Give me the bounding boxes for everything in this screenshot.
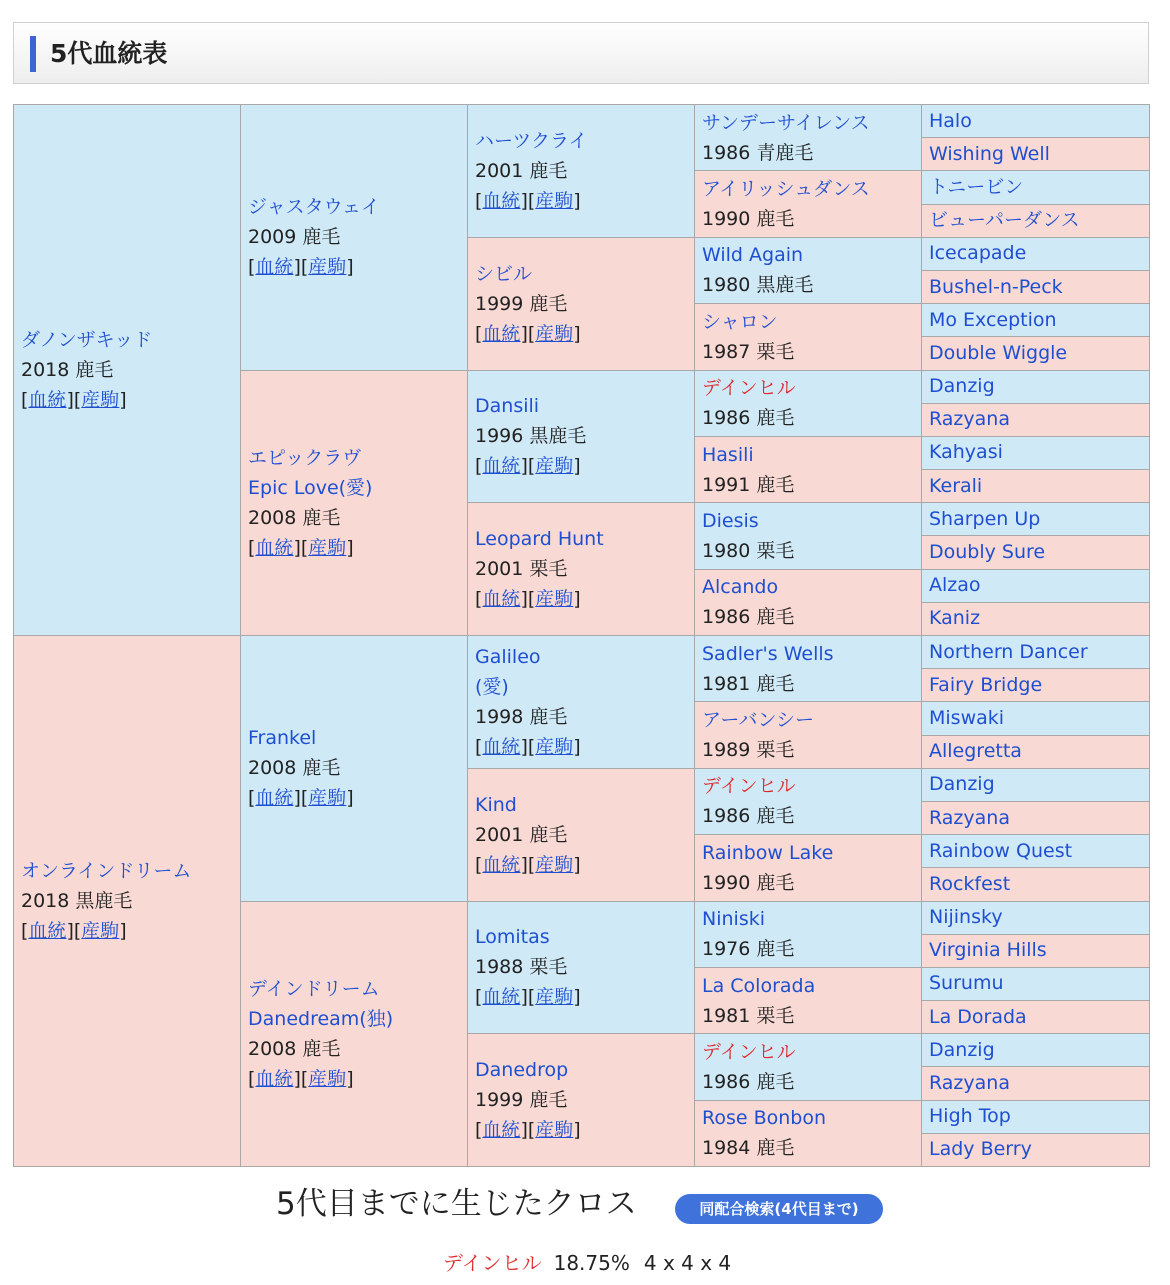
offspring-link[interactable]: 産駒 — [81, 389, 120, 411]
ancestor-cell-gen5 — [922, 1067, 1150, 1100]
offspring-link[interactable]: 産駒 — [308, 256, 347, 279]
horse-birth-color: 2009 鹿毛 — [248, 226, 341, 249]
horse-name[interactable]: Alzao — [929, 574, 981, 597]
horse-name[interactable]: Rainbow Lake — [702, 841, 834, 864]
ancestor-cell-gen5 — [922, 138, 1150, 171]
horse-birth-color: 2001 鹿毛 — [475, 159, 568, 182]
horse-name[interactable]: シビル — [475, 262, 533, 285]
horse-name[interactable]: デインヒル — [702, 775, 796, 798]
ancestor-cell-gen4 — [695, 636, 922, 702]
ancestor-cell-gen4 — [695, 237, 922, 303]
offspring-link[interactable]: 産駒 — [308, 536, 347, 559]
ancestor-cell-gen5 — [922, 967, 1150, 1000]
ancestor-cell-gen4 — [695, 436, 922, 502]
horse-birth-color: 1998 鹿毛 — [475, 705, 568, 728]
ancestor-cell-gen3 — [468, 237, 695, 370]
ancestor-cell-gen3 — [468, 370, 695, 503]
horse-birth-color: 2018 鹿毛 — [21, 359, 114, 381]
horse-birth-color: 2001 栗毛 — [475, 558, 568, 581]
horse-name[interactable]: La Dorada — [929, 1005, 1027, 1028]
ancestor-cell-gen5 — [922, 934, 1150, 967]
ancestor-cell-gen5 — [922, 1034, 1150, 1067]
pedigree-link[interactable]: 血統 — [255, 536, 294, 559]
horse-name[interactable]: トニービン — [929, 175, 1024, 198]
horse-birth-color: 1990 鹿毛 — [702, 871, 795, 894]
ancestor-cell-gen4 — [695, 370, 922, 436]
ancestor-cell-gen1 — [14, 105, 241, 636]
horse-name[interactable]: Rainbow Quest — [929, 839, 1073, 862]
horse-links: [血統][産駒] — [21, 389, 127, 411]
ancestor-cell-gen5 — [922, 105, 1150, 138]
horse-name[interactable]: Lady Berry — [929, 1138, 1032, 1161]
same-mating-search-button[interactable]: 同配合検索(4代目まで) — [675, 1194, 883, 1224]
header-accent-bar — [30, 36, 36, 72]
horse-name[interactable]: Bushel-n-Peck — [929, 275, 1063, 298]
ancestor-cell-gen5 — [922, 204, 1150, 237]
horse-links: [血統][産駒] — [248, 787, 354, 810]
horse-name[interactable]: Frankel — [248, 727, 317, 750]
horse-name[interactable]: デインヒル — [702, 1040, 796, 1063]
horse-name[interactable]: デインドリーム — [248, 977, 380, 1000]
ancestor-cell-gen4 — [695, 702, 922, 768]
pedigree-link[interactable]: 血統 — [482, 588, 521, 611]
page-title: 5代血統表 — [50, 39, 168, 68]
horse-name[interactable]: Razyana — [929, 1072, 1010, 1095]
horse-name[interactable]: アイリッシュダンス — [702, 178, 870, 201]
ancestor-cell-gen2 — [241, 105, 468, 371]
ancestor-cell-gen4 — [695, 569, 922, 635]
horse-name[interactable]: サンデーサイレンス — [702, 111, 870, 134]
offspring-link[interactable]: 産駒 — [535, 986, 574, 1009]
ancestor-cell-gen5 — [922, 1133, 1150, 1166]
horse-name[interactable]: Halo — [929, 109, 972, 132]
horse-birth-color: 1999 鹿毛 — [475, 292, 568, 315]
pedigree-link[interactable]: 血統 — [255, 1067, 294, 1090]
horse-birth-color: 2008 鹿毛 — [248, 757, 341, 780]
horse-name[interactable]: Double Wiggle — [929, 341, 1068, 364]
horse-birth-color: 1986 鹿毛 — [702, 606, 795, 629]
horse-links: [血統][産駒] — [475, 588, 581, 611]
horse-name[interactable]: Danedrop — [475, 1059, 569, 1082]
pedigree-link[interactable]: 血統 — [482, 735, 521, 758]
horse-name[interactable]: オンラインドリーム — [21, 860, 192, 882]
pedigree-link[interactable]: 血統 — [255, 256, 294, 279]
horse-name[interactable]: Sadler's Wells — [702, 642, 834, 665]
ancestor-cell-gen2 — [241, 636, 468, 902]
pedigree-link[interactable]: 血統 — [482, 853, 521, 876]
horse-name[interactable]: Lomitas — [475, 926, 550, 949]
ancestor-cell-gen5 — [922, 304, 1150, 337]
cross-horse-name[interactable]: デインヒル — [443, 1251, 542, 1275]
horse-birth-color: 1987 栗毛 — [702, 340, 795, 363]
ancestor-cell-gen5 — [922, 702, 1150, 735]
horse-name[interactable]: Virginia Hills — [929, 939, 1047, 962]
ancestor-cell-gen3 — [468, 105, 695, 238]
horse-birth-color: 1986 鹿毛 — [702, 805, 795, 828]
offspring-link[interactable]: 産駒 — [535, 588, 574, 611]
horse-name[interactable]: Rose Bonbon — [702, 1107, 827, 1130]
horse-name[interactable]: Fairy Bridge — [929, 673, 1043, 696]
ancestor-cell-gen5 — [922, 270, 1150, 303]
pedigree-link[interactable]: 血統 — [482, 1119, 521, 1142]
horse-birth-color: 2001 鹿毛 — [475, 823, 568, 846]
pedigree-table — [13, 104, 1150, 1167]
horse-name-alt[interactable]: (愛) — [475, 675, 509, 698]
horse-name[interactable]: Danzig — [929, 375, 995, 398]
ancestor-cell-gen5 — [922, 337, 1150, 370]
horse-name[interactable]: Wild Again — [702, 244, 804, 267]
horse-name[interactable]: Niniski — [702, 908, 765, 931]
horse-links: [血統][産駒] — [475, 853, 581, 876]
ancestor-cell-gen5 — [922, 735, 1150, 768]
horse-birth-color: 1999 鹿毛 — [475, 1089, 568, 1112]
horse-birth-color: 2018 黒鹿毛 — [21, 890, 133, 912]
ancestor-cell-gen4 — [695, 503, 922, 569]
cross-title: 5代目までに生じたクロス — [276, 1186, 637, 1222]
ancestor-cell-gen5 — [922, 768, 1150, 801]
pedigree-link[interactable]: 血統 — [482, 986, 521, 1009]
ancestor-cell-gen4 — [695, 171, 922, 237]
horse-name[interactable]: Kaniz — [929, 607, 981, 630]
horse-birth-color: 1988 栗毛 — [475, 956, 568, 979]
ancestor-cell-gen5 — [922, 569, 1150, 602]
pedigree-link[interactable]: 血統 — [28, 389, 67, 411]
ancestor-cell-gen5 — [922, 669, 1150, 702]
horse-name[interactable]: Kahyasi — [929, 441, 1003, 464]
horse-birth-color: 1996 黒鹿毛 — [475, 425, 587, 448]
offspring-link[interactable]: 産駒 — [308, 1067, 347, 1090]
horse-name[interactable]: Allegretta — [929, 740, 1022, 763]
ancestor-cell-gen5 — [922, 470, 1150, 503]
ancestor-cell-gen5 — [922, 835, 1150, 868]
ancestor-cell-gen2 — [241, 370, 468, 636]
horse-birth-color: 1984 鹿毛 — [702, 1137, 795, 1160]
ancestor-cell-gen5 — [922, 1100, 1150, 1133]
ancestor-cell-gen1 — [14, 636, 241, 1167]
horse-name[interactable]: Miswaki — [929, 706, 1005, 729]
horse-name[interactable]: Nijinsky — [929, 906, 1003, 929]
horse-name[interactable]: Leopard Hunt — [475, 528, 604, 551]
horse-birth-color: 1986 青鹿毛 — [702, 141, 814, 164]
horse-birth-color: 1989 栗毛 — [702, 739, 795, 762]
horse-birth-color: 1991 鹿毛 — [702, 473, 795, 496]
ancestor-cell-gen5 — [922, 503, 1150, 536]
horse-birth-color: 2008 鹿毛 — [248, 506, 341, 529]
horse-name[interactable]: Alcando — [702, 576, 779, 599]
horse-name[interactable]: ジャスタウェイ — [248, 196, 380, 219]
ancestor-cell-gen3 — [468, 768, 695, 901]
horse-name[interactable]: Mo Exception — [929, 308, 1057, 331]
horse-birth-color: 1981 栗毛 — [702, 1004, 795, 1027]
horse-birth-color: 1986 鹿毛 — [702, 407, 795, 430]
horse-name[interactable]: Doubly Sure — [929, 541, 1046, 564]
ancestor-cell-gen3 — [468, 503, 695, 636]
pedigree-link[interactable]: 血統 — [482, 455, 521, 478]
horse-name[interactable]: デインヒル — [702, 377, 796, 400]
horse-links: [血統][産駒] — [248, 536, 354, 559]
ancestor-cell-gen5 — [922, 1001, 1150, 1034]
horse-birth-color: 1980 栗毛 — [702, 539, 795, 562]
horse-name[interactable]: Northern Dancer — [929, 640, 1088, 663]
horse-name[interactable]: High Top — [929, 1105, 1011, 1128]
horse-name[interactable]: Rockfest — [929, 872, 1011, 895]
horse-name[interactable]: Kind — [475, 793, 517, 816]
horse-name[interactable]: Danzig — [929, 773, 995, 796]
horse-name[interactable]: ビューパーダンス — [929, 209, 1080, 232]
horse-name[interactable]: La Colorada — [702, 974, 816, 997]
offspring-link[interactable]: 産駒 — [535, 455, 574, 478]
horse-name[interactable]: ダノンザキッド — [21, 329, 153, 351]
ancestor-cell-gen2 — [241, 901, 468, 1167]
horse-links: [血統][産駒] — [248, 256, 354, 279]
ancestor-cell-gen3 — [468, 1034, 695, 1167]
ancestor-cell-gen4 — [695, 1100, 922, 1166]
ancestor-cell-gen4 — [695, 105, 922, 171]
horse-name[interactable]: Razyana — [929, 806, 1010, 829]
ancestor-cell-gen4 — [695, 768, 922, 834]
horse-links: [血統][産駒] — [21, 920, 127, 942]
horse-birth-color: 1986 鹿毛 — [702, 1070, 795, 1093]
horse-links: [血統][産駒] — [475, 735, 581, 758]
ancestor-cell-gen5 — [922, 370, 1150, 403]
offspring-link[interactable]: 産駒 — [308, 787, 347, 810]
ancestor-cell-gen5 — [922, 237, 1150, 270]
horse-name[interactable]: シャロン — [702, 310, 778, 333]
ancestor-cell-gen3 — [468, 901, 695, 1034]
horse-name[interactable]: Danzig — [929, 1038, 995, 1061]
offspring-link[interactable]: 産駒 — [81, 920, 120, 942]
horse-name[interactable]: Dansili — [475, 395, 540, 418]
horse-birth-color: 2008 鹿毛 — [248, 1037, 341, 1060]
cross-item — [443, 1248, 731, 1278]
section-header — [13, 22, 1149, 84]
horse-links: [血統][産駒] — [475, 1119, 581, 1142]
cross-percent: 18.75% — [553, 1251, 630, 1275]
pedigree-link[interactable]: 血統 — [482, 189, 521, 212]
ancestor-cell-gen4 — [695, 1034, 922, 1100]
pedigree-link[interactable]: 血統 — [255, 787, 294, 810]
horse-name[interactable]: アーバンシー — [702, 709, 815, 732]
horse-name[interactable]: Galileo — [475, 645, 541, 668]
ancestor-cell-gen5 — [922, 536, 1150, 569]
ancestor-cell-gen4 — [695, 901, 922, 967]
ancestor-cell-gen5 — [922, 403, 1150, 436]
horse-name[interactable]: Razyana — [929, 408, 1010, 431]
ancestor-cell-gen5 — [922, 636, 1150, 669]
horse-birth-color: 1990 鹿毛 — [702, 208, 795, 231]
horse-name[interactable]: Diesis — [702, 509, 759, 532]
ancestor-cell-gen5 — [922, 868, 1150, 901]
horse-name-alt[interactable]: Epic Love(愛) — [248, 476, 373, 499]
horse-name-alt[interactable]: Danedream(独) — [248, 1007, 394, 1030]
horse-name[interactable]: ハーツクライ — [475, 129, 588, 152]
horse-links: [血統][産駒] — [475, 189, 581, 212]
pedigree-link[interactable]: 血統 — [28, 920, 67, 942]
ancestor-cell-gen5 — [922, 801, 1150, 834]
ancestor-cell-gen5 — [922, 602, 1150, 635]
ancestor-cell-gen3 — [468, 636, 695, 769]
horse-birth-color: 1980 黒鹿毛 — [702, 274, 814, 297]
cross-pattern: 4 x 4 x 4 — [643, 1251, 732, 1275]
horse-links: [血統][産駒] — [475, 986, 581, 1009]
horse-name[interactable]: Icecapade — [929, 242, 1027, 265]
ancestor-cell-gen4 — [695, 967, 922, 1033]
ancestor-cell-gen5 — [922, 436, 1150, 469]
offspring-link[interactable]: 産駒 — [535, 735, 574, 758]
pedigree-link[interactable]: 血統 — [482, 322, 521, 345]
horse-name[interactable]: Wishing Well — [929, 142, 1050, 165]
horse-name[interactable]: Surumu — [929, 972, 1004, 995]
horse-birth-color: 1981 鹿毛 — [702, 672, 795, 695]
ancestor-cell-gen5 — [922, 901, 1150, 934]
offspring-link[interactable]: 産駒 — [535, 189, 574, 212]
offspring-link[interactable]: 産駒 — [535, 1119, 574, 1142]
ancestor-cell-gen4 — [695, 835, 922, 901]
horse-birth-color: 1976 鹿毛 — [702, 938, 795, 961]
ancestor-cell-gen5 — [922, 171, 1150, 204]
offspring-link[interactable]: 産駒 — [535, 322, 574, 345]
horse-name[interactable]: Sharpen Up — [929, 507, 1041, 530]
horse-name[interactable]: エピックラヴ — [248, 446, 362, 469]
horse-links: [血統][産駒] — [475, 455, 581, 478]
ancestor-cell-gen4 — [695, 304, 922, 370]
horse-links: [血統][産駒] — [475, 322, 581, 345]
offspring-link[interactable]: 産駒 — [535, 853, 574, 876]
horse-name[interactable]: Kerali — [929, 474, 983, 497]
horse-links: [血統][産駒] — [248, 1067, 354, 1090]
horse-name[interactable]: Hasili — [702, 443, 754, 466]
